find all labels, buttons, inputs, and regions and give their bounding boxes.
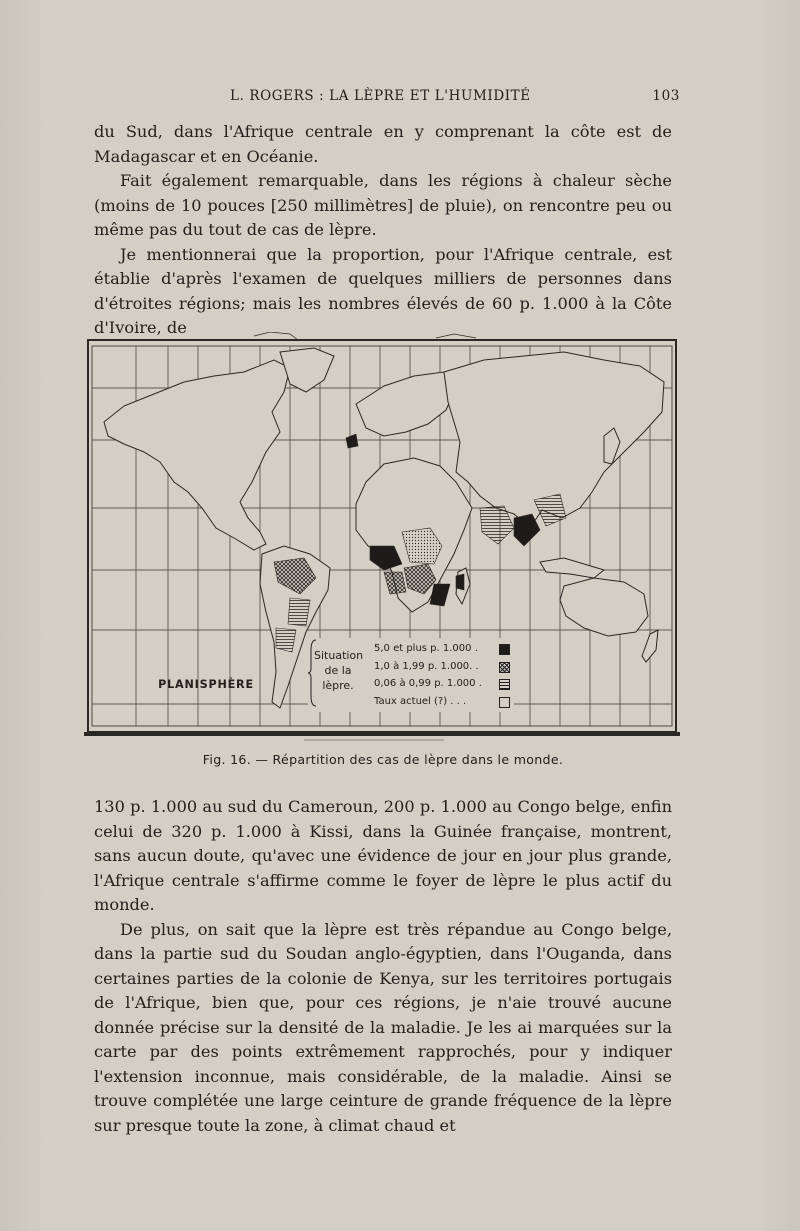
legend-row-label: 5,0 et plus p. 1.000 .: [374, 643, 478, 654]
horizontal-lines-swatch-icon: [499, 679, 510, 690]
paragraph: du Sud, dans l'Afrique centrale en y comprenant la côte est de Madagascar et en Océanie.: [94, 122, 672, 166]
solid-swatch-icon: [499, 644, 510, 655]
running-head: [94, 88, 680, 108]
legend-row: [374, 658, 510, 676]
running-title: L. ROGERS : LA LÈPRE ET L'HUMIDITÉ: [230, 88, 531, 104]
legend-label: Situation de la lèpre.: [314, 649, 364, 692]
world-map-figure: [84, 332, 680, 744]
legend-rows: [374, 640, 510, 710]
paragraph: Fait également remarquable, dans les régions à chaleur sèche (moins de 10 pouces [250 millimètres] de pluie), on rencontre peu ou même pas du tout de cas de lèpre.: [94, 171, 672, 239]
legend-row: [374, 640, 510, 658]
legend-row: [374, 693, 510, 711]
map-legend: [308, 638, 514, 712]
legend-row-label: Taux actuel (?) . . .: [374, 695, 467, 707]
text-block-top: [94, 120, 672, 341]
paragraph: Je mentionnerai que la proportion, pour l'Afrique centrale, est établie d'après l'examen de quelques milliers de personnes dans d'étroites régions; mais les nombres élevés de 60 p. 1.000 à la Côte d'Ivoire, de: [94, 244, 672, 337]
page-number: 103: [652, 88, 680, 104]
paragraph: 130 p. 1.000 au sud du Cameroun, 200 p. 1.000 au Congo belge, enfin celui de 320 p. 1.000 à Kissi, dans la Guinée française, montrent, sans aucun doute, qu'avec une évidence de jour en jour plus grande, l'Afrique centrale s'affirme comme le foyer de lèpre le plus actif du monde.: [94, 797, 672, 914]
legend-row-label: 0,06 à 0,99 p. 1.000 .: [374, 678, 482, 689]
cross-hatch-swatch-icon: [499, 662, 510, 673]
legend-brace: [308, 638, 318, 708]
map-title: PLANISPHÈRE: [158, 678, 254, 691]
text-block-bottom: [94, 795, 672, 1138]
paragraph: De plus, on sait que la lèpre est très répandue au Congo belge, dans la partie sud du Soudan anglo-égyptien, dans l'Ouganda, dans certaines parties de la colonie de Kenya, sur les territoires portugais de l'Afrique, bien que, pour ces régions, je n'aie trouvé aucune donnée précise sur la densité de la maladie. Je les ai marquées sur la carte par des points extrêmement rapprochés, pour y indiquer l'extension inconnue, mais considérable, de la maladie. Ainsi se trouve complétée une large ceinture de grande fréquence de la lèpre sur presque toute la zone, à climat chaud et: [94, 919, 672, 1135]
empty-swatch-icon: [499, 697, 510, 708]
figure-caption: Fig. 16. — Répartition des cas de lèpre dans le monde.: [202, 752, 564, 767]
legend-row-label: 1,0 à 1,99 p. 1.000. .: [374, 660, 479, 672]
legend-row: [374, 675, 510, 693]
